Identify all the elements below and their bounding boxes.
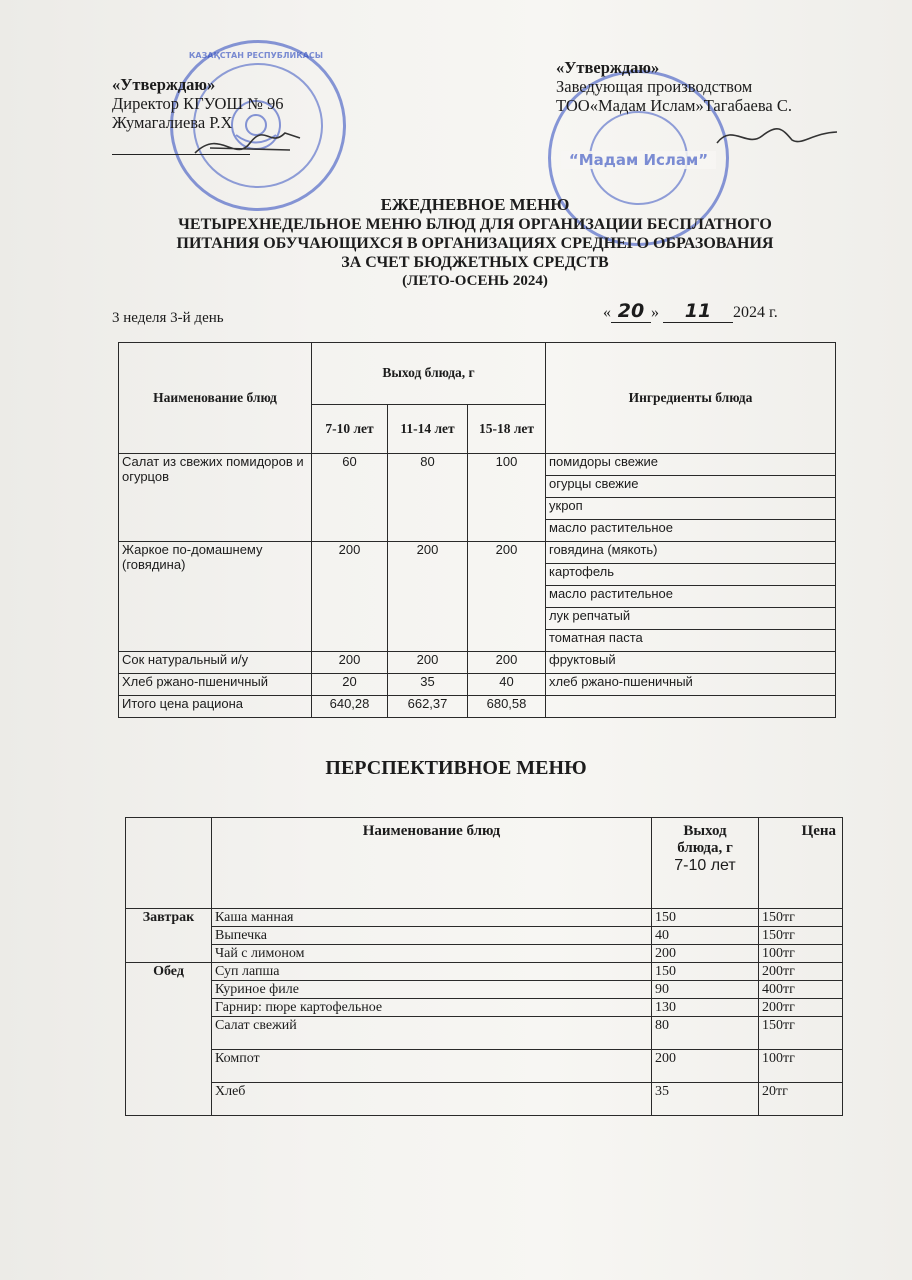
company-stamp-text: “Мадам Ислам”: [561, 151, 716, 169]
date-close-quote: »: [651, 304, 659, 321]
document-subtitle-2: ПИТАНИЯ ОБУЧАЮЩИХСЯ В ОРГАНИЗАЦИЯХ СРЕДНЕГО ОБРАЗОВАНИЯ: [176, 235, 774, 252]
meal-breakfast: Завтрак: [126, 909, 212, 963]
perspective-title: ПЕРСПЕКТИВНОЕ МЕНЮ: [325, 757, 587, 779]
table-row: [126, 1017, 843, 1050]
yield-11-14: 35: [388, 674, 468, 696]
approval-right-name: ТОО«Мадам Ислам»Тагабаева С.: [556, 96, 792, 115]
dish-name: Хлеб: [212, 1083, 652, 1116]
table-row: [126, 1083, 843, 1116]
table-row: [126, 963, 843, 981]
ingredient: огурцы свежие: [546, 476, 836, 498]
col-age-15-18: 15-18 лет: [468, 404, 546, 453]
table-row: [126, 945, 843, 963]
document-date: [603, 300, 778, 323]
col-dish-name: Наименование блюд: [212, 818, 652, 909]
total-11-14: 662,37: [388, 696, 468, 718]
dish-name: Сок натуральный и/у: [119, 652, 312, 674]
daily-menu-table: [118, 342, 836, 718]
approval-right: [556, 58, 792, 115]
ingredient: говядина (мякоть): [546, 542, 836, 564]
dish-price: 150тг: [759, 927, 843, 945]
ingredient: лук репчатый: [546, 608, 836, 630]
table-header-row: [126, 818, 843, 909]
date-year: 2024 г.: [733, 304, 778, 321]
dish-name: Гарнир: пюре картофельное: [212, 999, 652, 1017]
dish-yield: 35: [652, 1083, 759, 1116]
document-title: ЕЖЕДНЕВНОЕ МЕНЮ: [380, 195, 570, 214]
dish-price: 150тг: [759, 1017, 843, 1050]
dish-yield: 200: [652, 945, 759, 963]
col-age-11-14: 11-14 лет: [388, 404, 468, 453]
col-yield-label: Выход блюда, г: [677, 823, 733, 856]
dish-price: 200тг: [759, 963, 843, 981]
document-subtitle-1: ЧЕТЫРЕХНЕДЕЛЬНОЕ МЕНЮ БЛЮД ДЛЯ ОРГАНИЗАЦИИ БЕСПЛАТНОГО: [178, 216, 772, 233]
table-row: [126, 927, 843, 945]
total-empty: [546, 696, 836, 718]
yield-15-18: 100: [468, 454, 546, 542]
dish-price: 100тг: [759, 1050, 843, 1083]
document-titles: [110, 195, 840, 290]
school-stamp-text: КАЗАҚСТАН РЕСПУБЛИКАСЫ: [188, 51, 324, 60]
total-7-10: 640,28: [312, 696, 388, 718]
approval-left-position: Директор КГУОШ № 96: [112, 94, 284, 113]
signature-line: [112, 154, 250, 155]
document-season: (ЛЕТО-ОСЕНЬ 2024): [402, 273, 548, 289]
dish-price: 200тг: [759, 999, 843, 1017]
approval-left-heading: «Утверждаю»: [112, 75, 216, 94]
yield-11-14: 200: [388, 652, 468, 674]
col-meal: [126, 818, 212, 909]
dish-name: Суп лапша: [212, 963, 652, 981]
col-ingredients: Ингредиенты блюда: [546, 343, 836, 454]
dish-price: 150тг: [759, 909, 843, 927]
dish-name: Салат из свежих помидоров и огурцов: [119, 454, 312, 542]
total-row: [119, 696, 836, 718]
table-row: [119, 542, 836, 564]
ingredient: томатная паста: [546, 630, 836, 652]
dish-name: Чай с лимоном: [212, 945, 652, 963]
table-row: [126, 1050, 843, 1083]
dish-yield: 80: [652, 1017, 759, 1050]
yield-7-10: 20: [312, 674, 388, 696]
document-subtitle-3: ЗА СЧЕТ БЮДЖЕТНЫХ СРЕДСТВ: [341, 254, 609, 271]
col-age-label: 7-10 лет: [674, 857, 736, 874]
ingredient: масло растительное: [546, 586, 836, 608]
col-yield: [652, 818, 759, 909]
ingredient: масло растительное: [546, 520, 836, 542]
yield-15-18: 200: [468, 652, 546, 674]
dish-yield: 150: [652, 909, 759, 927]
dish-yield: 90: [652, 981, 759, 999]
dish-yield: 40: [652, 927, 759, 945]
dish-name: Куриное филе: [212, 981, 652, 999]
ingredient: хлеб ржано-пшеничный: [546, 674, 836, 696]
dish-name: Каша манная: [212, 909, 652, 927]
dish-price: 100тг: [759, 945, 843, 963]
date-open-quote: «: [603, 304, 611, 321]
approval-left: [112, 75, 284, 132]
col-age-7-10: 7-10 лет: [312, 404, 388, 453]
dish-name: Жаркое по-домашнему (говядина): [119, 542, 312, 652]
dish-name: Хлеб ржано-пшеничный: [119, 674, 312, 696]
approval-left-name: Жумагалиева Р.Х: [112, 113, 233, 132]
ingredient: укроп: [546, 498, 836, 520]
ingredient: фруктовый: [546, 652, 836, 674]
dish-yield: 200: [652, 1050, 759, 1083]
table-row: [119, 454, 836, 476]
table-header-row: [119, 343, 836, 405]
yield-15-18: 40: [468, 674, 546, 696]
signature-right: [712, 118, 842, 158]
dish-name: Салат свежий: [212, 1017, 652, 1050]
week-day-label: 3 неделя 3-й день: [112, 310, 224, 326]
total-label: Итого цена рациона: [119, 696, 312, 718]
yield-7-10: 200: [312, 652, 388, 674]
date-month: 11: [663, 300, 733, 323]
table-row: [119, 652, 836, 674]
dish-name: Компот: [212, 1050, 652, 1083]
meal-lunch: Обед: [126, 963, 212, 1116]
yield-11-14: 80: [388, 454, 468, 542]
yield-15-18: 200: [468, 542, 546, 652]
dish-price: 400тг: [759, 981, 843, 999]
approval-right-position: Заведующая производством: [556, 77, 753, 96]
yield-11-14: 200: [388, 542, 468, 652]
col-dish-name: Наименование блюд: [119, 343, 312, 454]
table-row: [119, 674, 836, 696]
ingredient: картофель: [546, 564, 836, 586]
dish-name: Выпечка: [212, 927, 652, 945]
dish-yield: 150: [652, 963, 759, 981]
dish-price: 20тг: [759, 1083, 843, 1116]
col-price: Цена: [759, 818, 843, 909]
table-row: [126, 909, 843, 927]
yield-7-10: 200: [312, 542, 388, 652]
approval-right-heading: «Утверждаю»: [556, 58, 660, 77]
yield-7-10: 60: [312, 454, 388, 542]
table-row: [126, 981, 843, 999]
ingredient: помидоры свежие: [546, 454, 836, 476]
table-row: [126, 999, 843, 1017]
col-yield: Выход блюда, г: [312, 343, 546, 405]
total-15-18: 680,58: [468, 696, 546, 718]
perspective-menu-table: [125, 817, 843, 1116]
date-day: 20: [611, 300, 651, 323]
dish-yield: 130: [652, 999, 759, 1017]
